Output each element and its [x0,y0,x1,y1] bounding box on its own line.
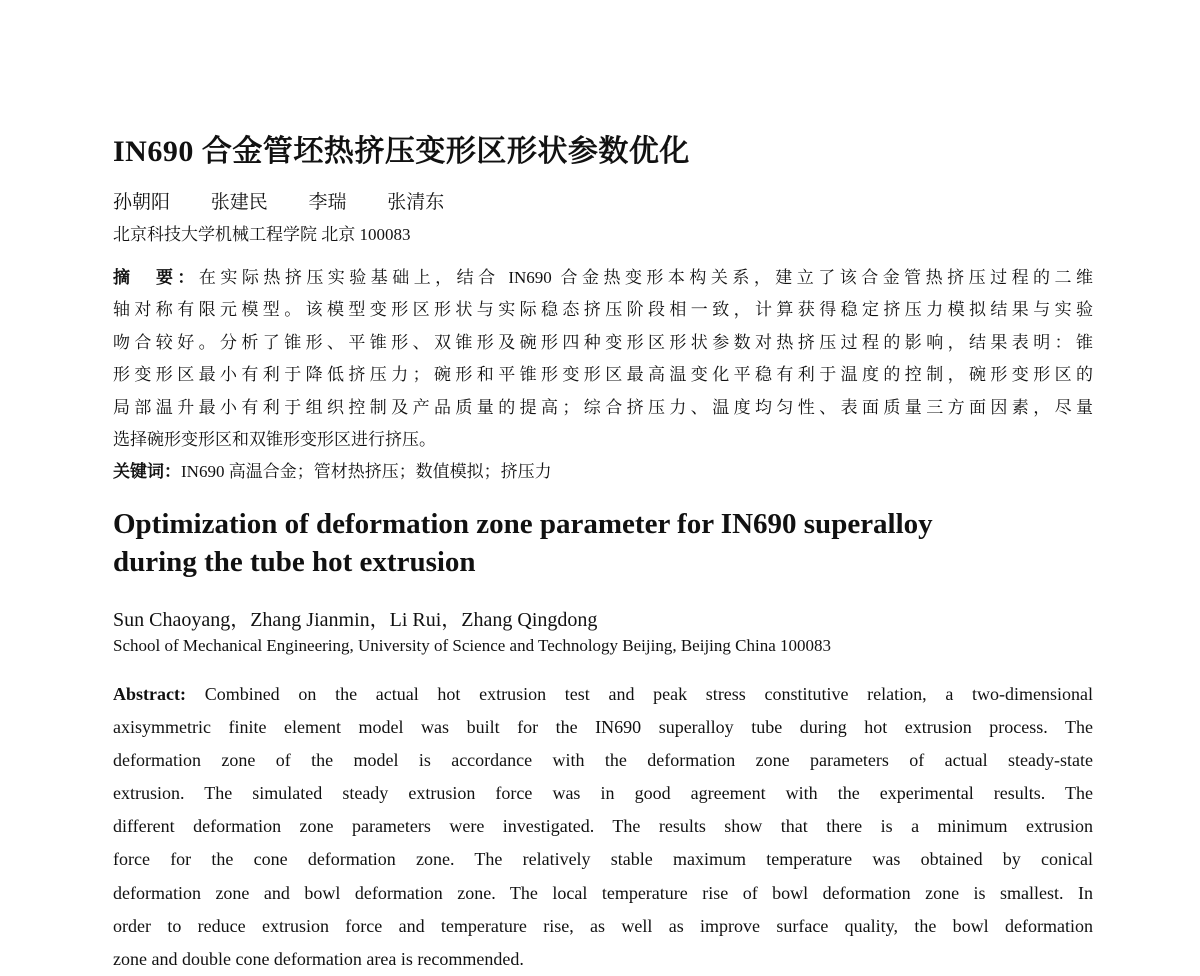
chinese-abstract [113,262,1093,456]
abstract-line: force for the cone deformation zone. The relatively stable maximum temperature was obtained by conical [113,849,1093,870]
abstract-line: axisymmetric finite element model was built for the IN690 superalloy tube during hot extrusion process. The [113,717,1093,738]
english-title [113,505,1093,581]
abstract-line: zone and double cone deformation area is recommended. [113,948,524,969]
keywords-label: 关键词： [113,462,181,481]
title-line: Optimization of deformation zone parameter for IN690 superalloy [113,508,933,540]
author: 李瑞 [308,192,347,213]
abstract-label: Abstract: [113,684,186,704]
author: 张建民 [210,192,268,213]
english-abstract [113,678,1093,976]
abstract-text: 在实际热挤压实验基础上，结合 IN690 合金热变形本构关系，建立了该合金管热挤压过程的二维 [198,268,1093,287]
abstract-line: 选择碗形变形区和双锥形变形区进行挤压。 [113,430,436,450]
abstract-line [113,262,1093,294]
english-affiliation: School of Mechanical Engineering, University of Science and Technology Beijing, Beijing China 100083 [113,636,832,655]
chinese-title: IN690 合金管坯热挤压变形区形状参数优化 [113,135,690,168]
keywords-text: IN690 高温合金；管材热挤压；数值模拟；挤压力 [181,462,552,481]
abstract-line: different deformation zone parameters were investigated. The results show that there is a minimum extrusion [113,816,1093,837]
chinese-affiliation: 北京科技大学机械工程学院 北京 100083 [113,225,411,244]
author: 孙朝阳 [113,192,171,213]
abstract-label: 摘 要： [113,268,199,287]
abstract-line: deformation zone and bowl deformation zone. The local temperature rise of bowl deformation zone is smallest. In [113,882,1093,903]
abstract-line: 局部温升最小有利于组织控制及产品质量的提高；综合挤压力、温度均匀性、表面质量三方面因素，尽量 [113,397,1093,417]
abstract-line: deformation zone of the model is accordance with the deformation zone parameters of actual steady-state [113,750,1093,771]
chinese-keywords [113,457,1093,482]
abstract-line: 轴对称有限元模型。该模型变形区形状与实际稳态挤压阶段相一致，计算获得稳定挤压力模拟结果与实验 [113,300,1093,320]
abstract-text: Combined on the actual hot extrusion test and peak stress constitutive relation, a two-dimensional [204,684,1093,704]
title-line: during the tube hot extrusion [113,546,476,578]
abstract-line: order to reduce extrusion force and temperature rise, as well as improve surface quality, the bowl deformation [113,915,1093,936]
english-authors: Sun Chaoyang，Zhang Jianmin，Li Rui，Zhang Qingdong [113,609,598,631]
abstract-line [113,678,1093,711]
chinese-authors [113,187,1093,214]
abstract-line: 吻合较好。分析了锥形、平锥形、双锥形及碗形四种变形区形状参数对热挤压过程的影响，结果表明：锥 [113,332,1093,352]
author: 张清东 [387,192,445,213]
abstract-line: extrusion. The simulated steady extrusion force was in good agreement with the experimental results. The [113,783,1093,804]
abstract-line: 形变形区最小有利于降低挤压力；碗形和平锥形变形区最高温变化平稳有利于温度的控制，碗形变形区的 [113,365,1093,385]
